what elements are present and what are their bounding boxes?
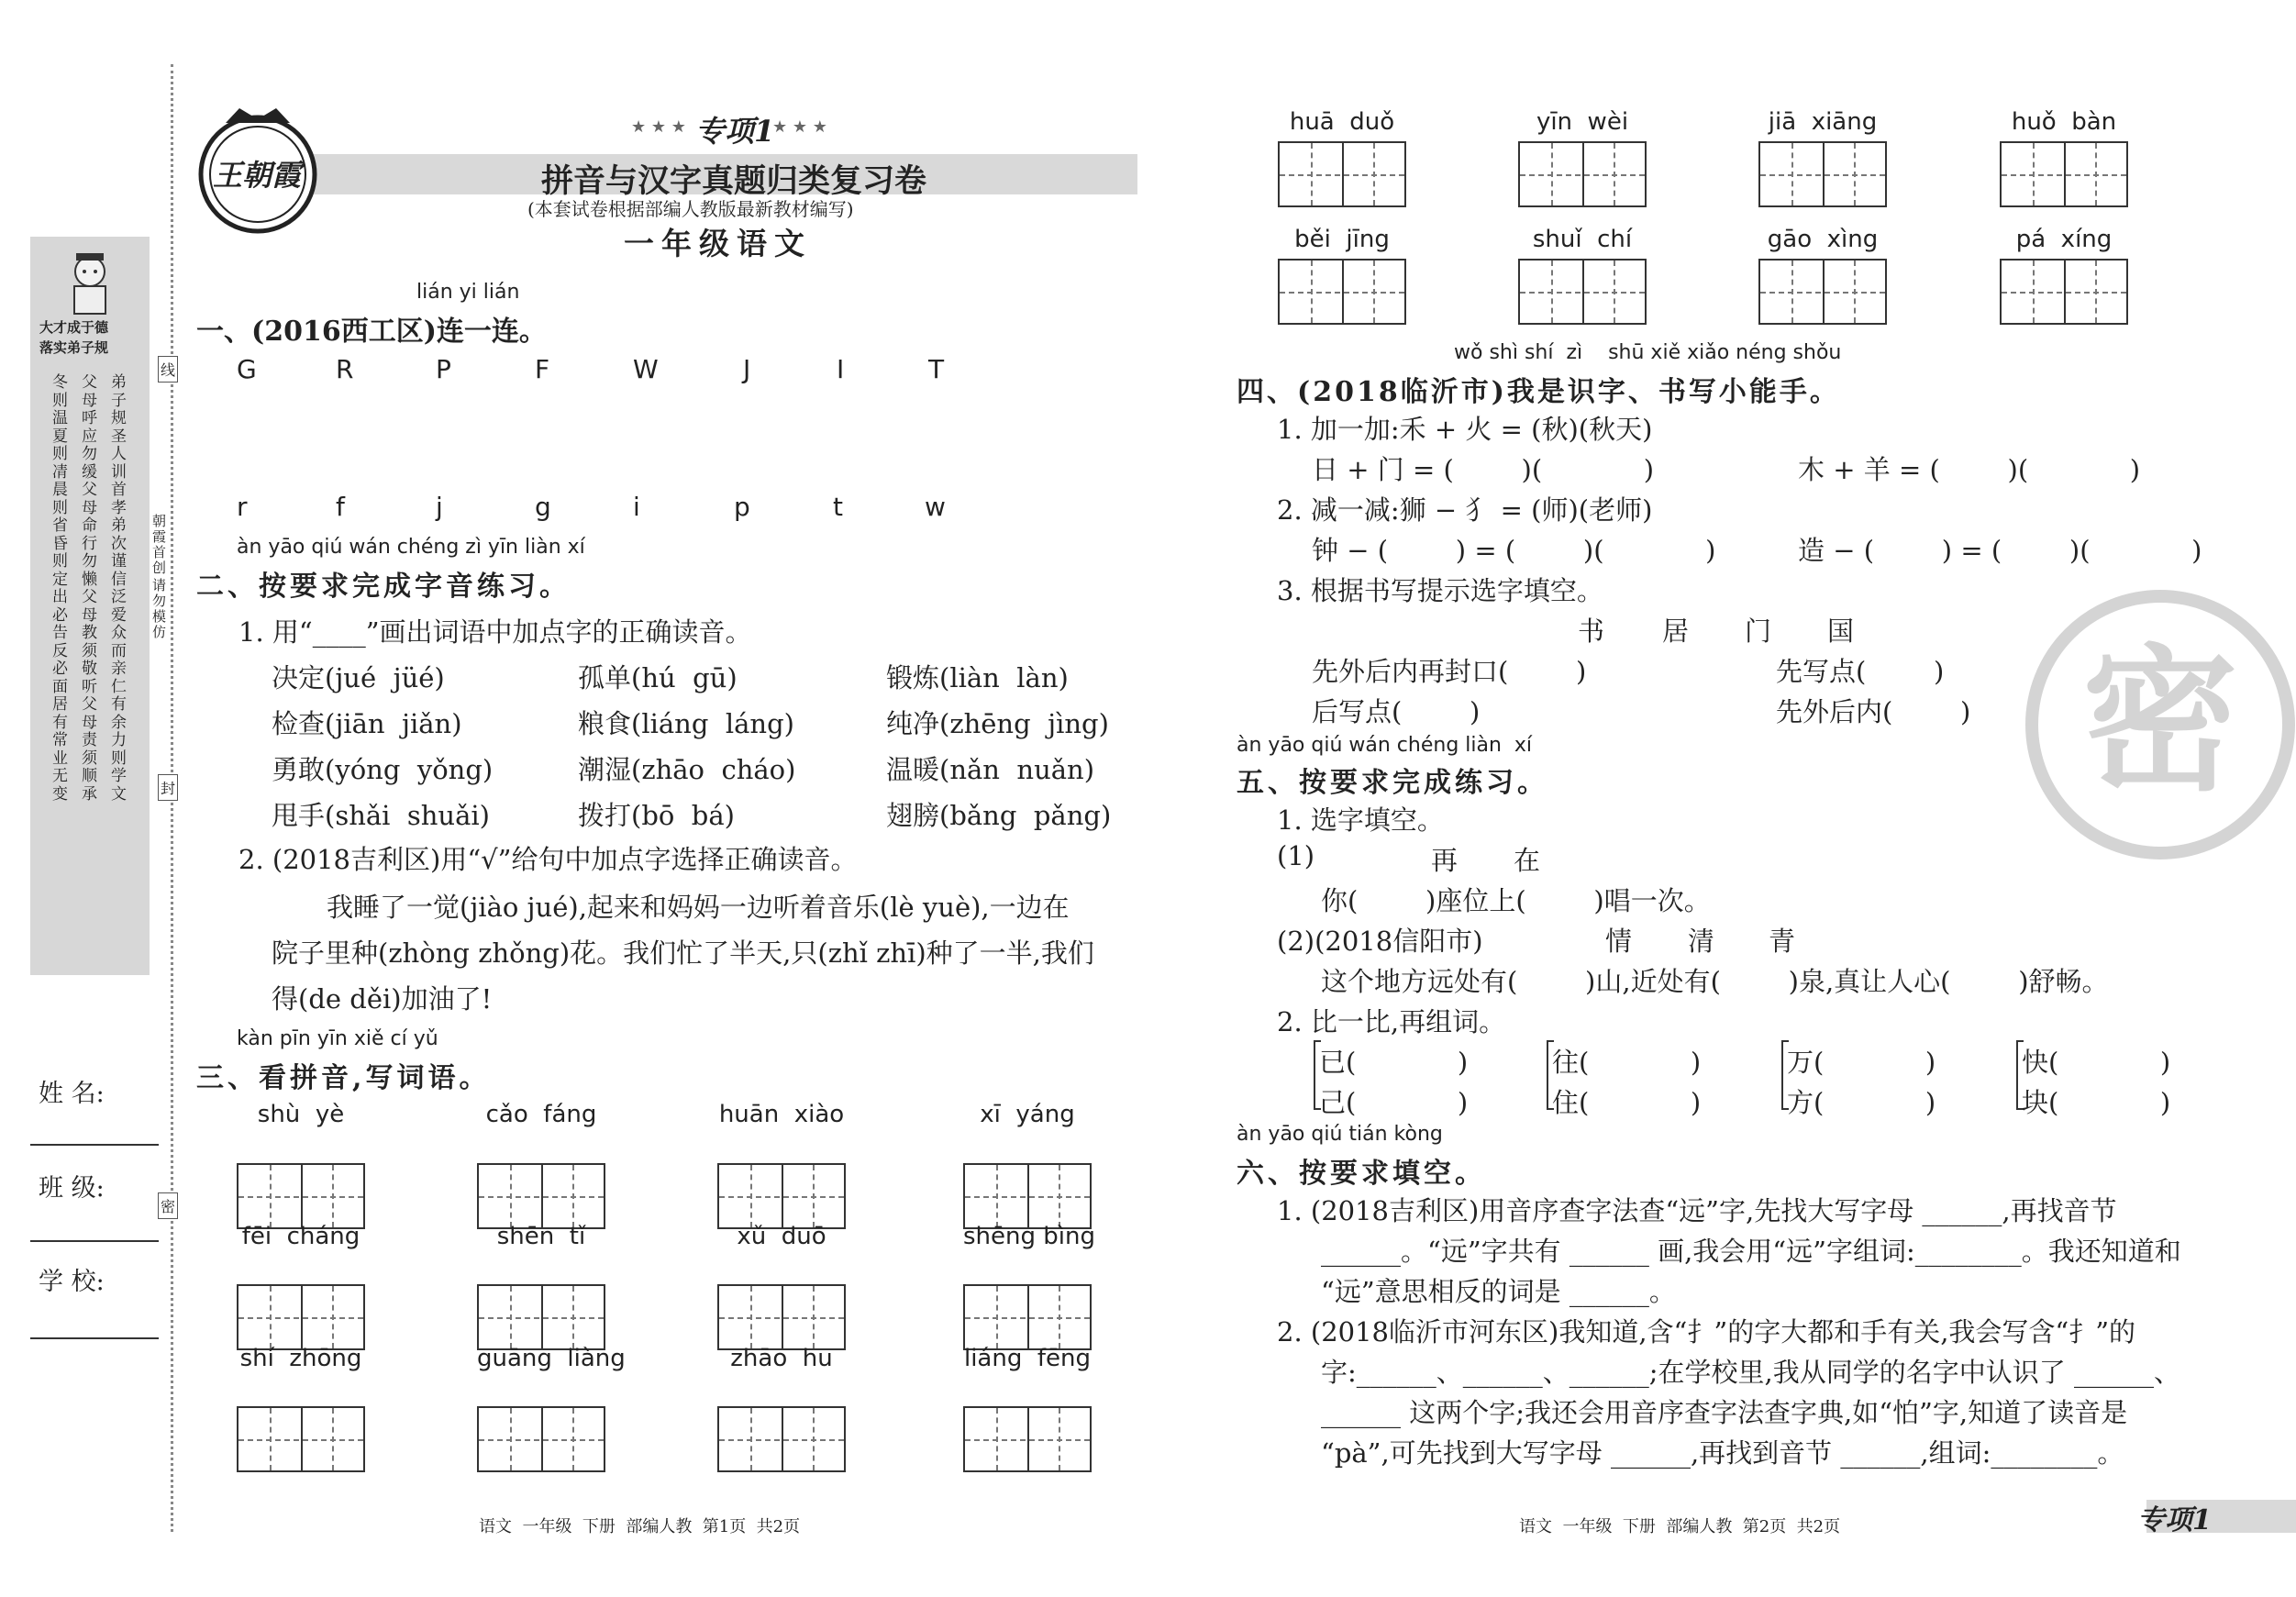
q5-pair-top[interactable]: 快( ) xyxy=(2022,1047,2171,1078)
grid-line xyxy=(479,1317,604,1319)
secret-watermark xyxy=(2023,587,2296,862)
q3-pinyin-label: liáng fēng xyxy=(963,1345,1092,1372)
grid-line xyxy=(813,1286,815,1348)
q2-word-option[interactable]: 甩手(shǎi shuǎi) xyxy=(272,800,490,831)
q3-pinyin-label: guāng liàng xyxy=(477,1345,626,1372)
q2-title: 二、按要求完成字音练习。 xyxy=(196,571,571,603)
q4-s1: 1. 加一加:禾 + 火 = (秋)(秋天) xyxy=(1277,414,1653,445)
q5-pair-top[interactable]: 万( ) xyxy=(1787,1047,1936,1078)
q3-pinyin-label: xī yáng xyxy=(980,1101,1075,1128)
q5-s2: 2. 比一比,再组词。 xyxy=(1277,1006,1506,1037)
grid-line xyxy=(1280,174,1404,176)
grid-line xyxy=(1059,1165,1060,1227)
grid-line xyxy=(332,1408,334,1470)
logo-text: 王朝霞 xyxy=(213,158,302,193)
q1-lower-letter[interactable]: f xyxy=(336,492,345,522)
grid-line xyxy=(238,1196,363,1198)
q6-pinyin: àn yāo qiú tián kòng xyxy=(1237,1123,1443,1146)
q3-writing-grid[interactable] xyxy=(1278,259,1406,325)
q5-pair-top[interactable]: 已( ) xyxy=(1319,1047,1469,1078)
q2-para-1: 我睡了一觉(jiào jué),起来和妈妈一边听着音乐(lè yuè),一边在 xyxy=(327,892,1070,923)
q4-pinyin: wǒ shì shí zì shū xiě xiǎo néng shǒu xyxy=(1454,341,1842,364)
q4-s1b[interactable]: 木 + 羊 = ( )( ) xyxy=(1798,454,2141,485)
q3-writing-grid[interactable] xyxy=(963,1284,1092,1350)
q4-s2a[interactable]: 钟 − ( ) = ( )( ) xyxy=(1312,535,1716,566)
class-label: 班 级: xyxy=(39,1174,105,1203)
motto-sidebar xyxy=(30,237,150,975)
q5-pair-top[interactable]: 往( ) xyxy=(1552,1047,1702,1078)
q1-upper-letter[interactable]: I xyxy=(837,354,845,384)
grid-line xyxy=(1520,174,1645,176)
q5-p2-label: (2)(2018信阳市) xyxy=(1277,926,1483,957)
q2-word-option[interactable]: 拨打(bō bá) xyxy=(578,800,735,831)
footer-left: 语文 一年级 下册 部编人教 第1页 共2页 xyxy=(479,1517,801,1536)
q2-word-option[interactable]: 潮湿(zhāo cháo) xyxy=(578,754,796,785)
grid-line xyxy=(719,1439,844,1441)
grid-line xyxy=(1760,174,1885,176)
grid-line xyxy=(750,1165,752,1227)
grid-line xyxy=(332,1165,334,1227)
q3-pinyin-label: shù yè xyxy=(257,1101,345,1128)
q6-line-5[interactable]: 字:______、______、______;在学校里,我从同学的名字中认识了 ______、 xyxy=(1321,1357,2180,1388)
q5-p2-char-1: 情 xyxy=(1605,926,1633,957)
q3-pinyin-label: huǒ bàn xyxy=(2011,108,2117,136)
grid-line xyxy=(2095,143,2097,205)
page-subtitle: (本套试卷根据部编人教版最新教材编写) xyxy=(527,198,854,220)
q1-lower-letter[interactable]: i xyxy=(633,492,640,522)
q3-pinyin-label: shuǐ chí xyxy=(1532,226,1633,253)
grid-line xyxy=(1760,292,1885,294)
q5-p2-text[interactable]: 这个地方远处有( )山,近处有( )泉,真让人心( )舒畅。 xyxy=(1321,966,2109,997)
q5-p1-char-2: 在 xyxy=(1514,845,1541,876)
grid-line xyxy=(2002,174,2126,176)
q3-writing-grid[interactable] xyxy=(1518,141,1647,207)
q4-char-1: 书 xyxy=(1578,616,1605,647)
page-title: 拼音与汉字真题归类复习卷 xyxy=(541,162,927,200)
grid-line xyxy=(510,1165,512,1227)
q1-lower-letter[interactable]: g xyxy=(535,492,551,522)
q3-pinyin-label: běi jīng xyxy=(1294,226,1390,253)
class-field[interactable] xyxy=(30,1240,159,1242)
grid-line xyxy=(1791,143,1793,205)
q5-pair-bottom[interactable]: 块( ) xyxy=(2022,1087,2171,1118)
q5-pair-bottom[interactable]: 方( ) xyxy=(1787,1087,1936,1118)
q5-p2-char-2: 清 xyxy=(1688,926,1715,957)
side-tag-1: 朝霞首创 xyxy=(152,513,167,576)
q3-writing-grid[interactable] xyxy=(477,1284,605,1350)
grid-line xyxy=(996,1165,998,1227)
q2-sub2: 2. (2018吉利区)用“√”给句中加点字选择正确读音。 xyxy=(238,844,858,875)
q1-upper-letter[interactable]: F xyxy=(535,354,550,384)
q2-word-option[interactable]: 翅膀(bǎng pǎng) xyxy=(886,800,1112,831)
q3-writing-grid[interactable] xyxy=(1758,141,1887,207)
grid-line xyxy=(750,1408,752,1470)
svg-text:密: 密 xyxy=(2081,631,2239,813)
badge-stars-left: ★ ★ ★ xyxy=(631,117,686,137)
q5-p2-char-3: 青 xyxy=(1769,926,1796,957)
q6-line-4: 2. (2018临沂市河东区)我知道,含“扌”的字大都和手有关,我会写含“扌”的 xyxy=(1277,1316,2136,1347)
q1-upper-letter[interactable]: W xyxy=(633,354,659,384)
q4-s2b[interactable]: 造 − ( ) = ( )( ) xyxy=(1798,535,2202,566)
side-tag-2: 请勿模仿 xyxy=(152,577,167,640)
q2-word-option[interactable]: 检查(jiān jiǎn) xyxy=(272,708,462,739)
grid-line xyxy=(1854,143,1856,205)
q2-pinyin: àn yāo qiú wán chéng zì yīn liàn xí xyxy=(237,536,585,559)
q1-lower-letter[interactable]: t xyxy=(833,492,843,522)
school-field[interactable] xyxy=(30,1337,159,1339)
q3-writing-grid[interactable] xyxy=(2000,259,2128,325)
grid-line xyxy=(2002,292,2126,294)
q3-writing-grid[interactable] xyxy=(717,1163,846,1229)
grid-line xyxy=(270,1165,272,1227)
grid-line xyxy=(510,1408,512,1470)
grid-line xyxy=(1280,292,1404,294)
q5-s1: 1. 选字填空。 xyxy=(1277,804,1444,836)
q2-para-3: 得(de děi)加油了! xyxy=(272,983,493,1015)
motto-column-3: 冬则温夏则凊晨则省昏则定出必告反必面居有常业无变 xyxy=(52,373,68,804)
header-badge: 专项1 xyxy=(695,114,775,149)
q3-pinyin-label: shēn tǐ xyxy=(496,1223,586,1250)
q2-word-option[interactable]: 粮食(liáng láng) xyxy=(578,708,794,739)
q3-pinyin-label: shēng bìng xyxy=(963,1223,1095,1250)
q6-line-6[interactable]: ______ 这两个字;我还会用音序查字法查字典,如“怕”字,知道了读音是 xyxy=(1321,1397,2128,1428)
grid-line xyxy=(479,1439,604,1441)
grid-line xyxy=(270,1408,272,1470)
motto-column-2: 父母呼应勿缓父母命行勿懒父母教须敬听父母责须顺承 xyxy=(82,373,97,804)
q3-writing-grid[interactable] xyxy=(717,1406,846,1472)
q2-word-option[interactable]: 勇敢(yóng yǒng) xyxy=(272,754,494,785)
cut-mark-1: 线 xyxy=(158,356,178,383)
grid-line xyxy=(965,1196,1090,1198)
q3-pinyin-label: fēi cháng xyxy=(241,1223,360,1250)
q3-writing-grid[interactable] xyxy=(963,1406,1092,1472)
q2-sub1: 1. 用“____”画出词语中加点字的正确读音。 xyxy=(238,616,752,648)
q3-writing-grid[interactable] xyxy=(1518,259,1647,325)
name-label: 姓 名: xyxy=(39,1080,105,1108)
grid-line xyxy=(996,1286,998,1348)
grid-line xyxy=(238,1317,363,1319)
grid-line xyxy=(1520,292,1645,294)
q6-line-2[interactable]: ______。“远”字共有 ______ 画,我会用“远”字组词:________。我还知道和 xyxy=(1321,1236,2181,1267)
q2-word-option[interactable]: 锻炼(liàn làn) xyxy=(886,662,1069,693)
q4-title: 四、(2018临沂市)我是识字、书写小能手。 xyxy=(1237,376,1840,408)
q3-pinyin-label: shí zhōng xyxy=(239,1345,362,1372)
q1-lower-letter[interactable]: w xyxy=(925,492,946,522)
grid-line xyxy=(2033,261,2035,323)
grid-line xyxy=(1311,261,1313,323)
q1-upper-letter[interactable]: G xyxy=(237,354,257,384)
badge-stars-right: ★ ★ ★ xyxy=(772,117,827,137)
grid-line xyxy=(332,1286,334,1348)
grid-line xyxy=(719,1317,844,1319)
q4-hint-3[interactable]: 后写点( ) xyxy=(1312,696,1481,727)
footer-right: 语文 一年级 下册 部编人教 第2页 共2页 xyxy=(1519,1517,1841,1536)
q3-title: 三、看拼音,写词语。 xyxy=(196,1062,491,1094)
grid-line xyxy=(719,1196,844,1198)
grid-line xyxy=(813,1408,815,1470)
q3-pinyin: kàn pīn yīn xiě cí yǔ xyxy=(237,1027,438,1050)
q1-upper-letter[interactable]: R xyxy=(336,354,354,384)
q4-s2: 2. 减一减:狮 − 犭 = (师)(老师) xyxy=(1277,494,1653,526)
q1-upper-letter[interactable]: J xyxy=(743,354,751,384)
grid-line xyxy=(965,1317,1090,1319)
school-label: 学 校: xyxy=(39,1268,105,1296)
grid-line xyxy=(1791,261,1793,323)
grid-line xyxy=(813,1165,815,1227)
q5-pinyin: àn yāo qiú wán chéng liàn xí xyxy=(1237,734,1533,757)
q5-p1-text[interactable]: 你( )座位上( )唱一次。 xyxy=(1321,885,1711,916)
cut-mark-3: 密 xyxy=(158,1192,178,1219)
q3-pinyin-label: jiā xiāng xyxy=(1768,108,1878,136)
q4-hint-1[interactable]: 先外后内再封口( ) xyxy=(1312,656,1587,687)
q3-pinyin-label: huān xiào xyxy=(718,1101,845,1128)
q4-char-3: 门 xyxy=(1745,616,1772,647)
motto-line-2: 落实弟子规 xyxy=(39,339,109,356)
q3-pinyin-label: yīn wèi xyxy=(1536,108,1629,136)
grid-line xyxy=(1059,1408,1060,1470)
grid-line xyxy=(1614,261,1615,323)
q3-writing-grid[interactable] xyxy=(237,1406,365,1472)
grid-line xyxy=(996,1408,998,1470)
q2-word-option[interactable]: 纯净(zhēng jìng) xyxy=(886,708,1109,739)
q4-s3: 3. 根据书写提示选字填空。 xyxy=(1277,575,1603,606)
q3-writing-grid[interactable] xyxy=(477,1406,605,1472)
q2-word-option[interactable]: 孤单(hú gū) xyxy=(578,662,738,693)
q3-writing-grid[interactable] xyxy=(1278,141,1406,207)
grid-line xyxy=(2095,261,2097,323)
q1-lower-letter[interactable]: r xyxy=(237,492,248,522)
q1-upper-letter[interactable]: P xyxy=(436,354,451,384)
grid-line xyxy=(2033,143,2035,205)
grid-line xyxy=(572,1286,574,1348)
grid-line xyxy=(1614,143,1615,205)
grid-line xyxy=(572,1165,574,1227)
grid-line xyxy=(750,1286,752,1348)
grid-line xyxy=(1551,261,1553,323)
q6-line-1[interactable]: 1. (2018吉利区)用音序查字法查“远”字,先找大写字母 ______,再找音节 xyxy=(1277,1195,2117,1226)
q3-writing-grid[interactable] xyxy=(477,1163,605,1229)
q3-pinyin-label: zhāo hu xyxy=(730,1345,833,1372)
grid-line xyxy=(1059,1286,1060,1348)
q5-p1-label: (1) xyxy=(1277,840,1315,871)
q3-writing-grid[interactable] xyxy=(237,1284,365,1350)
grade-title: 一年级语文 xyxy=(624,226,812,261)
q6-title: 六、按要求填空。 xyxy=(1237,1158,1486,1190)
grid-line xyxy=(1373,261,1375,323)
grid-line xyxy=(479,1196,604,1198)
scholar-icon xyxy=(58,244,122,317)
q3-writing-grid[interactable] xyxy=(2000,141,2128,207)
motto-line-1: 大才成于德 xyxy=(39,319,109,336)
q6-line-7[interactable]: “pà”,可先找到大写字母 ______,再找到音节 ______,组词:________。 xyxy=(1321,1437,2124,1469)
q2-word-option[interactable]: 决定(jué jüé) xyxy=(272,662,445,693)
grid-line xyxy=(1373,143,1375,205)
q5-pair-bottom[interactable]: 己( ) xyxy=(1319,1087,1469,1118)
q3-pinyin-label: cǎo fáng xyxy=(485,1101,597,1128)
q3-pinyin-label: gāo xìng xyxy=(1767,226,1879,253)
q5-title: 五、按要求完成练习。 xyxy=(1237,767,1548,799)
grid-line xyxy=(965,1439,1090,1441)
grid-line xyxy=(510,1286,512,1348)
q3-writing-grid[interactable] xyxy=(237,1163,365,1229)
q1-title: 一、(2016西工区)连一连。 xyxy=(196,316,547,348)
grid-line xyxy=(1311,143,1313,205)
q3-pinyin-label: huā duǒ xyxy=(1289,108,1395,136)
q5-p1-char-1: 再 xyxy=(1431,845,1459,876)
grid-line xyxy=(1854,261,1856,323)
q6-line-3[interactable]: “远”意思相反的词是 ______。 xyxy=(1321,1276,1676,1307)
q3-writing-grid[interactable] xyxy=(1758,259,1887,325)
cut-mark-2: 封 xyxy=(158,774,178,801)
q4-hint-2[interactable]: 先写点( ) xyxy=(1776,656,1945,687)
q1-lower-letter[interactable]: j xyxy=(436,492,443,522)
q4-s1a[interactable]: 日 + 门 = ( )( ) xyxy=(1312,454,1655,485)
grid-line xyxy=(270,1286,272,1348)
q4-char-4: 国 xyxy=(1827,616,1855,647)
q1-lower-letter[interactable]: p xyxy=(734,492,750,522)
q3-pinyin-label: pá xíng xyxy=(2015,226,2113,253)
q2-word-option[interactable]: 温暖(nǎn nuǎn) xyxy=(886,754,1095,785)
q3-pinyin-label: xǔ duō xyxy=(737,1223,826,1250)
q5-pair-bottom[interactable]: 住( ) xyxy=(1552,1087,1702,1118)
q3-writing-grid[interactable] xyxy=(963,1163,1092,1229)
q4-hint-4[interactable]: 先外后内( ) xyxy=(1776,696,1971,727)
grid-line xyxy=(1551,143,1553,205)
footer-tag: 专项1 xyxy=(2137,1504,2212,1536)
q3-writing-grid[interactable] xyxy=(717,1284,846,1350)
q1-pinyin: lián yi lián xyxy=(416,281,520,304)
grid-line xyxy=(238,1439,363,1441)
name-field[interactable] xyxy=(30,1144,159,1146)
motto-column-1: 弟子规圣人训首孝弟次谨信泛爱众而亲仁有余力则学文 xyxy=(111,373,127,804)
grid-line xyxy=(572,1408,574,1470)
q2-para-2: 院子里种(zhòng zhǒng)花。我们忙了半天,只(zhǐ zhī)种了一半,我们 xyxy=(272,937,1094,969)
q4-char-2: 居 xyxy=(1662,616,1690,647)
q1-upper-letter[interactable]: T xyxy=(928,354,945,384)
